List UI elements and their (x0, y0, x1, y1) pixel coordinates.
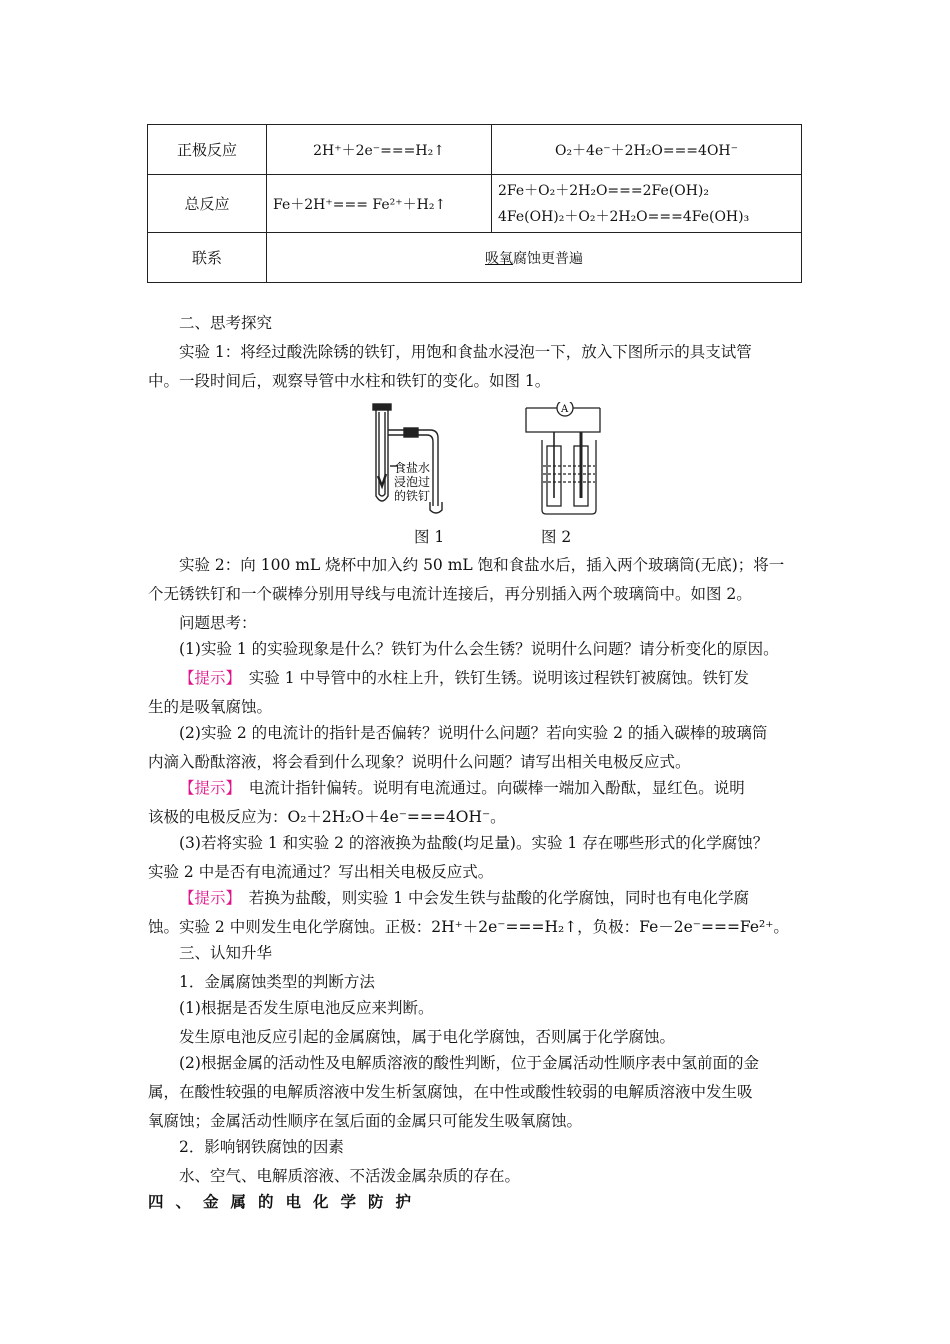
cell-relation (267, 233, 802, 283)
answer-line: 该极的电极反应为：O₂＋2H₂O＋4e⁻===4OH⁻。 (148, 808, 506, 826)
experiment-figures (360, 402, 620, 522)
fig1-label-line: 浸泡过 (394, 475, 431, 489)
cell-oxygen-absorption (492, 175, 802, 233)
answer-text: 电流计指针偏转。说明有电流通过。向碳棒一端加入酚酞，显红色。说明 (248, 779, 745, 797)
answer-line: 生的是吸氧腐蚀。 (148, 698, 273, 716)
paragraph-line: 实验 1：将经过酸洗除锈的铁钉，用饱和食盐水浸泡一下，放入下图所示的具支试管 (179, 343, 752, 361)
paragraph-line: 属，在酸性较强的电解质溶液中发生析氢腐蚀，在中性或酸性较弱的电解质溶液中发生吸 (148, 1083, 753, 1101)
equation-line: 4Fe(OH)₂＋O₂＋2H₂O===4Fe(OH)₃ (498, 208, 750, 225)
hint-label: 【提示】 (179, 669, 234, 687)
paragraph-line: 发生原电池反应引起的金属腐蚀，属于电化学腐蚀，否则属于化学腐蚀。 (179, 1028, 676, 1046)
section-title: 四、金属的电化学防护 (148, 1192, 424, 1211)
relation-text: 腐蚀更普遍 (513, 250, 583, 267)
section-title: 二、思考探究 (179, 314, 273, 332)
equation-line: 2Fe＋O₂＋2H₂O===2Fe(OH)₂ (498, 182, 709, 199)
paragraph-line: 水、空气、电解质溶液、不活泼金属杂质的存在。 (179, 1167, 521, 1185)
section-title: 三、认知升华 (179, 944, 273, 962)
paragraph-line: (2)根据金属的活动性及电解质溶液的酸性判断，位于金属活动性顺序表中氢前面的金 (179, 1054, 759, 1072)
cell-oxygen-absorption: O₂＋4e⁻＋2H₂O===4OH⁻ (492, 125, 802, 175)
answer-line: 蚀。实验 2 中则发生电化学腐蚀。正极：2H⁺＋2e⁻===H₂↑，负极：Fe－2e⁻===Fe²⁺。 (148, 918, 789, 936)
table-row (148, 233, 802, 283)
paragraph-line: 中。一段时间后，观察导管中水柱和铁钉的变化。如图 1。 (148, 372, 551, 390)
figure-2-beaker-circuit (526, 402, 600, 514)
answer-text: 实验 1 中导管中的水柱上升，铁钉生锈。说明该过程铁钉被腐蚀。铁钉发 (248, 669, 749, 687)
fig1-label-line: 的铁钉 (394, 489, 431, 503)
figure-caption-2: 图 2 (541, 528, 572, 546)
answer-line (148, 668, 839, 688)
table-row (148, 175, 802, 233)
cell-hydrogen-evolution: Fe＋2H⁺=== Fe²⁺＋H₂↑ (267, 175, 492, 233)
paragraph-line: (1)根据是否发生原电池反应来判断。 (179, 999, 434, 1017)
hint-label: 【提示】 (179, 779, 234, 797)
corrosion-comparison-table (147, 124, 802, 283)
figure-caption-1: 图 1 (414, 528, 445, 546)
row-label: 正极反应 (148, 125, 267, 175)
paragraph-line: 个无锈铁钉和一个碳棒分别用导线与电流计连接后，再分别插入两个玻璃筒中。如图 2。 (148, 585, 752, 603)
question-line: (1)实验 1 的实验现象是什么？铁钉为什么会生锈？说明什么问题？请分析变化的原因。 (179, 640, 779, 658)
underlined-term: 吸氧 (485, 250, 513, 267)
hint-label: 【提示】 (179, 889, 234, 907)
fig1-label-line: 食盐水 (394, 461, 431, 475)
paragraph-line: 1．金属腐蚀类型的判断方法 (179, 973, 375, 991)
answer-text: 若换为盐酸，则实验 1 中会发生铁与盐酸的化学腐蚀，同时也有电化学腐 (248, 889, 749, 907)
table-row (148, 125, 802, 175)
row-label: 总反应 (148, 175, 267, 233)
ammeter-label: A (561, 404, 569, 415)
paragraph-line: 氧腐蚀；金属活动性顺序在氢后面的金属只可能发生吸氧腐蚀。 (148, 1112, 583, 1130)
question-line: (3)若将实验 1 和实验 2 的溶液换为盐酸(均足量)。实验 1 存在哪些形式的化学腐蚀？ (179, 834, 769, 852)
cell-hydrogen-evolution: 2H⁺＋2e⁻===H₂↑ (267, 125, 492, 175)
paragraph-line: 实验 2：向 100 mL 烧杯中加入约 50 mL 饱和食盐水后，插入两个玻璃筒(无底)；将一 (179, 556, 785, 574)
row-label: 联系 (148, 233, 267, 283)
question-line: (2)实验 2 的电流计的指针是否偏转？说明什么问题？若向实验 2 的插入碳棒的玻璃筒 (179, 724, 768, 742)
paragraph-line: 2．影响钢铁腐蚀的因素 (179, 1138, 344, 1156)
answer-line (148, 888, 839, 908)
question-line: 内滴入酚酞溶液，将会看到什么现象？说明什么问题？请写出相关电极反应式。 (148, 753, 691, 771)
answer-line (148, 778, 839, 798)
question-line: 实验 2 中是否有电流通过？写出相关电极反应式。 (148, 863, 494, 881)
paragraph-line: 问题思考： (179, 614, 257, 632)
